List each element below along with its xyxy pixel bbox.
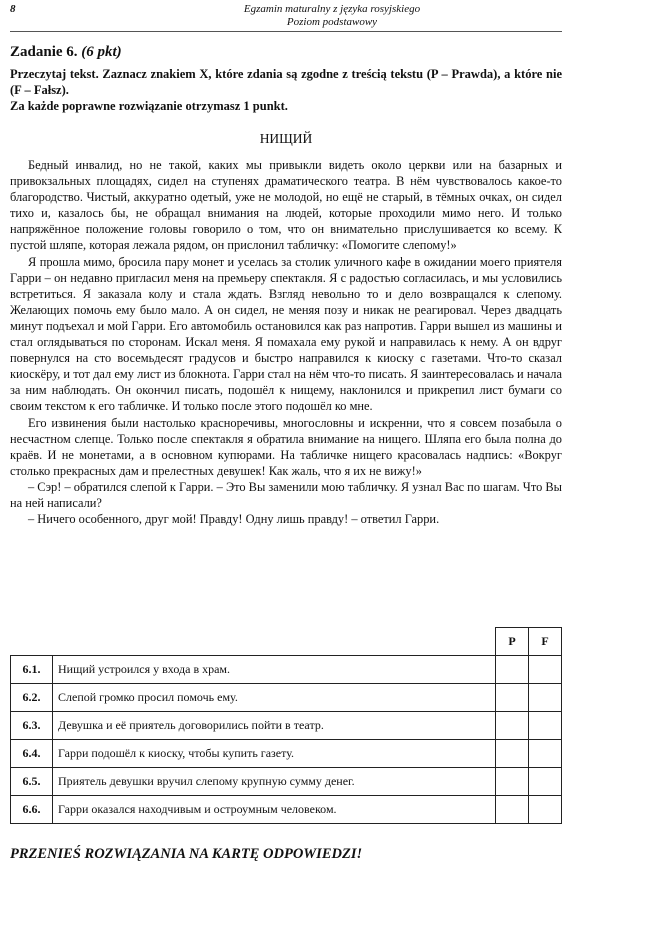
answer-box-p[interactable] [496,740,529,768]
statement-number: 6.4. [11,740,53,768]
task-title [10,44,122,61]
transfer-answers-note: PRZENIEŚ ROZWIĄZANIA NA KARTĘ ODPOWIEDZI! [10,846,363,862]
page-number: 8 [10,3,16,15]
answer-box-f[interactable] [529,796,562,824]
header-level: Poziom podstawowy [286,16,378,28]
table-row [11,740,562,768]
statement-text: Гарри подошёл к киоску, чтобы купить газету. [53,740,496,768]
answer-box-f[interactable] [529,768,562,796]
statement-text: Слепой громко просил помочь ему. [53,684,496,712]
instruction-scoring: Za każde poprawne rozwiązanie otrzymasz 1 punkt. [10,99,288,113]
table-row [11,796,562,824]
table-row [11,712,562,740]
answer-box-p[interactable] [496,656,529,684]
task-points: (6 pkt) [81,44,122,60]
answer-box-f[interactable] [529,740,562,768]
paragraph: Бедный инвалид, но не такой, каких мы привыкли видеть около церкви или на базарных и привокзальных площадях, сидел на ступенях драматического театра. В нём чувствовалось какое-то благородство. Чистый, аккуратно одетый, уже не молодой, но ещё не старый, в тёмных очках, он сидел тихо и, казалось бы, не обращал внимания на людей, которые проходили мимо него. И только напряжённое положение головы говорило о том, что он внимательно прислушивается ко всему. К пустой шляпе, которая лежала рядом, он прислонил табличку: «Помогите слепому!» [10,158,562,253]
table-row [11,684,562,712]
answer-box-p[interactable] [496,768,529,796]
answer-box-f[interactable] [529,656,562,684]
table-row [11,768,562,796]
statement-text: Гарри оказался находчивым и остроумным человеком. [53,796,496,824]
answer-box-f[interactable] [529,684,562,712]
answer-box-p[interactable] [496,796,529,824]
statement-number: 6.1. [11,656,53,684]
answer-box-f[interactable] [529,712,562,740]
statement-number: 6.2. [11,684,53,712]
reading-text [10,157,562,527]
answer-box-p[interactable] [496,684,529,712]
column-header-p: P [496,628,529,656]
header-divider [10,31,562,32]
answer-table [10,627,562,824]
column-header-f: F [529,628,562,656]
paragraph: Я прошла мимо, бросила пару монет и уселась за столик уличного кафе в ожидании моего приятеля Гарри – он недавно пригласил меня на премьеру спектакля. Я с радостью согласилась, и мы условились встретиться. Я заказала колу и стала ждать. Взгляд невольно то и дело возвращался к слепому. Желающих помочь ему было мало. А он сидел, не меняя позу и никак не реагировал. Через двадцать минут подъехал и мой Гарри. Его автомобиль остановился как раз напротив. Гарри вышел из машины и стал оглядываться по сторонам. Искал меня. Я помахала ему рукой и направилась к нему. А он вдруг повернулся на сто восемьдесят градусов и быстро направился к киоску с газетами. Что-то сказал киоскёру, и тот дал ему лист из блокнота. Гарри стал на нём что-то писать. Я заинтересовалась и начала за ним наблюдать. Он окончил писать, подошёл к нищему, наклонился и прикрепил лист бумаги со своим текстом к его табличке. И только после этого подошёл ко мне. [10,254,562,414]
statement-number: 6.6. [11,796,53,824]
header-exam-name: Egzamin maturalny z języka rosyjskiego [243,3,421,15]
statement-text: Нищий устроился у входа в храм. [53,656,496,684]
statement-number: 6.5. [11,768,53,796]
statement-number: 6.3. [11,712,53,740]
table-row [11,656,562,684]
paragraph: Его извинения были настолько красноречивы, многословны и искренни, что я совсем позабыла о несчастном слепце. Только после спектакля я обратила внимание на нищего. Шляпа его была полна до краёв. И не монетами, а в основном купюрами. На табличке нищего красовалась надпись: «Вокруг столько прекрасных дам и прелестных девушек! Как жаль, что я их не вижу!» [10,415,562,478]
statement-text: Девушка и её приятель договорились пойти в театр. [53,712,496,740]
header-blank-cell [11,628,496,656]
statement-text: Приятель девушки вручил слепому крупную сумму денег. [53,768,496,796]
paragraph: – Сэр! – обратился слепой к Гарри. – Это Вы заменили мою табличку. Я узнал Вас по шагам. Что Вы на ней написали? [10,479,562,510]
instruction-main: Przeczytaj tekst. Zaznacz znakiem X, które zdania są zgodne z treścią tekstu (P – Prawda), a które nie (F – Fałsz). [10,67,562,97]
paragraph: – Ничего особенного, друг мой! Правду! Одну лишь правду! – ответил Гарри. [28,512,440,527]
answer-box-p[interactable] [496,712,529,740]
page-header [0,3,664,29]
reading-text-title: НИЩИЙ [259,131,313,146]
task-instructions [10,66,562,114]
answer-table-header [11,628,562,656]
task-number: Zadanie 6. [10,44,78,60]
